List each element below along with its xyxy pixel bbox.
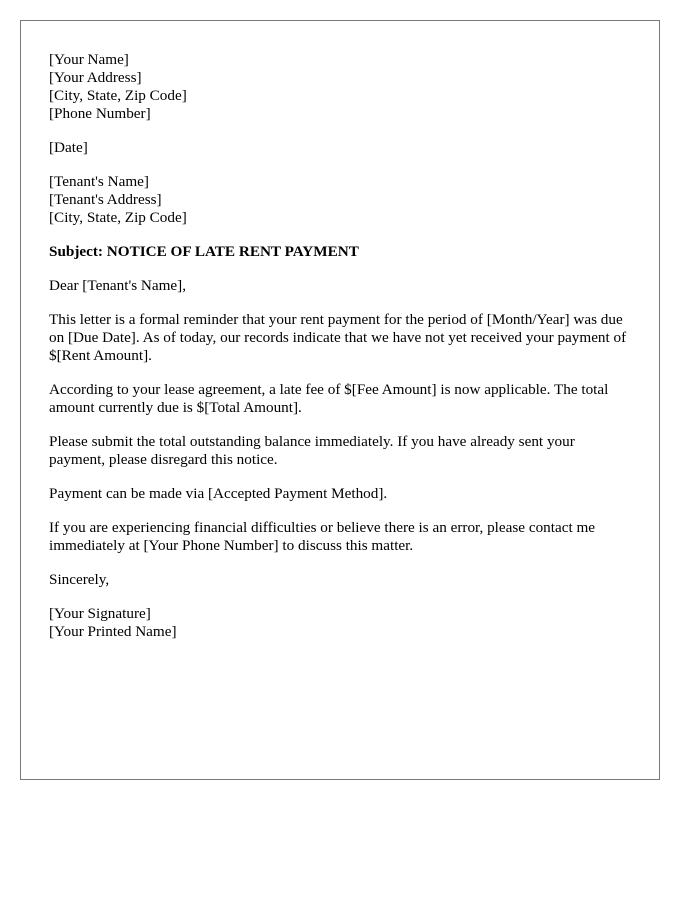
salutation-block [49, 277, 631, 295]
signature: [Your Signature] [49, 605, 151, 622]
salutation: Dear [Tenant's Name], [49, 277, 187, 294]
date-block [49, 139, 631, 157]
body-paragraph-2: According to your lease agreement, a late fee of $[Fee Amount] is now applicable. The total amount currently due is $[Total Amount]. [49, 381, 609, 416]
subject-line: Subject: NOTICE OF LATE RENT PAYMENT [49, 243, 359, 260]
subject-block [49, 243, 631, 261]
body-paragraph-4: Payment can be made via [Accepted Payment Method]. [49, 485, 388, 502]
recipient-address: [Tenant's Address] [49, 191, 162, 208]
closing-block [49, 571, 631, 589]
sender-city-state-zip: [City, State, Zip Code] [49, 87, 187, 104]
recipient-name: [Tenant's Name] [49, 173, 149, 190]
letter-page [20, 20, 660, 780]
recipient-block [49, 173, 631, 227]
sender-phone: [Phone Number] [49, 105, 151, 122]
body-paragraph-5: If you are experiencing financial difficulties or believe there is an error, please contact me immediately at [Your Phone Number] to discuss this matter. [49, 519, 596, 554]
sender-address: [Your Address] [49, 69, 142, 86]
signature-block [49, 605, 631, 641]
body-paragraph-1: This letter is a formal reminder that your rent payment for the period of [Month/Year] was due on [Due Date]. As of today, our records indicate that we have not yet received your payment of $[Rent Amount]. [49, 311, 627, 364]
body-paragraph-3: Please submit the total outstanding balance immediately. If you have already sent your payment, please disregard this notice. [49, 433, 575, 468]
sender-block [49, 51, 631, 123]
letter-date: [Date] [49, 139, 88, 156]
sender-name: [Your Name] [49, 51, 129, 68]
closing: Sincerely, [49, 571, 110, 588]
printed-name: [Your Printed Name] [49, 623, 177, 640]
recipient-city-state-zip: [City, State, Zip Code] [49, 209, 187, 226]
